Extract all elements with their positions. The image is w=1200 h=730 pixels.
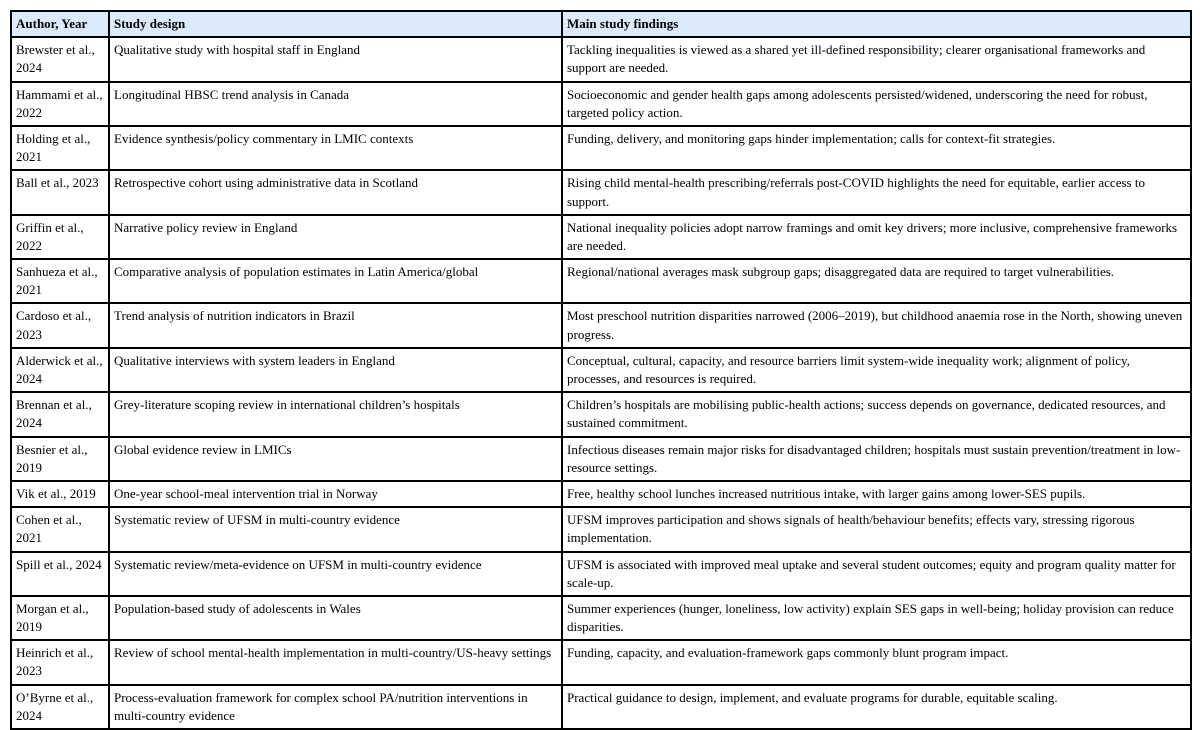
cell-main-findings: UFSM is associated with improved meal uptake and several student outcomes; equity and program quality matter for scale-up. (562, 552, 1191, 596)
table-row (11, 126, 1191, 170)
cell-main-findings: National inequality policies adopt narrow framings and omit key drivers; more inclusive, comprehensive frameworks are needed. (562, 215, 1191, 259)
table-row (11, 437, 1191, 481)
cell-main-findings: Funding, capacity, and evaluation-framework gaps commonly blunt program impact. (562, 640, 1191, 684)
cell-study-design: Systematic review of UFSM in multi-country evidence (109, 507, 562, 551)
cell-main-findings: Practical guidance to design, implement, and evaluate programs for durable, equitable scaling. (562, 685, 1191, 729)
cell-study-design: Retrospective cohort using administrative data in Scotland (109, 170, 562, 214)
table-body (11, 37, 1191, 729)
cell-study-design: Population-based study of adolescents in Wales (109, 596, 562, 640)
cell-study-design: Comparative analysis of population estimates in Latin America/global (109, 259, 562, 303)
cell-author-year: Morgan et al., 2019 (11, 596, 109, 640)
cell-author-year: Alderwick et al., 2024 (11, 348, 109, 392)
cell-study-design: Grey-literature scoping review in international children’s hospitals (109, 392, 562, 436)
cell-study-design: Trend analysis of nutrition indicators in Brazil (109, 303, 562, 347)
cell-author-year: Griffin et al., 2022 (11, 215, 109, 259)
cell-study-design: Qualitative study with hospital staff in England (109, 37, 562, 81)
table-row (11, 37, 1191, 81)
cell-author-year: O’Byrne et al., 2024 (11, 685, 109, 729)
cell-author-year: Brennan et al., 2024 (11, 392, 109, 436)
cell-study-design: Systematic review/meta-evidence on UFSM in multi-country evidence (109, 552, 562, 596)
header-row (11, 11, 1191, 37)
cell-author-year: Besnier et al., 2019 (11, 437, 109, 481)
cell-author-year: Cardoso et al., 2023 (11, 303, 109, 347)
cell-author-year: Spill et al., 2024 (11, 552, 109, 596)
table-row (11, 82, 1191, 126)
table-row (11, 507, 1191, 551)
cell-main-findings: Free, healthy school lunches increased nutritious intake, with larger gains among lower-SES pupils. (562, 481, 1191, 507)
cell-author-year: Vik et al., 2019 (11, 481, 109, 507)
cell-study-design: Global evidence review in LMICs (109, 437, 562, 481)
study-findings-table (10, 10, 1192, 730)
table-row (11, 392, 1191, 436)
table-row (11, 685, 1191, 729)
cell-study-design: Review of school mental-health implementation in multi-country/US-heavy settings (109, 640, 562, 684)
table-row (11, 303, 1191, 347)
cell-main-findings: Socioeconomic and gender health gaps among adolescents persisted/widened, underscoring the need for robust, targeted policy action. (562, 82, 1191, 126)
cell-study-design: Process-evaluation framework for complex school PA/nutrition interventions in multi-country evidence (109, 685, 562, 729)
cell-author-year: Cohen et al., 2021 (11, 507, 109, 551)
table-row (11, 259, 1191, 303)
cell-author-year: Brewster et al., 2024 (11, 37, 109, 81)
cell-main-findings: UFSM improves participation and shows signals of health/behaviour benefits; effects vary, stressing rigorous implementation. (562, 507, 1191, 551)
cell-main-findings: Tackling inequalities is viewed as a shared yet ill-defined responsibility; clearer organisational frameworks and support are needed. (562, 37, 1191, 81)
cell-main-findings: Children’s hospitals are mobilising public-health actions; success depends on governance, dedicated resources, and sustained commitment. (562, 392, 1191, 436)
header-study-design: Study design (109, 11, 562, 37)
table-header (11, 11, 1191, 37)
cell-main-findings: Funding, delivery, and monitoring gaps hinder implementation; calls for context-fit strategies. (562, 126, 1191, 170)
table-row (11, 552, 1191, 596)
cell-study-design: Longitudinal HBSC trend analysis in Canada (109, 82, 562, 126)
cell-main-findings: Rising child mental-health prescribing/referrals post-COVID highlights the need for equitable, earlier access to support. (562, 170, 1191, 214)
table-row (11, 215, 1191, 259)
cell-author-year: Sanhueza et al., 2021 (11, 259, 109, 303)
table-row (11, 596, 1191, 640)
cell-study-design: One-year school-meal intervention trial in Norway (109, 481, 562, 507)
cell-main-findings: Infectious diseases remain major risks for disadvantaged children; hospitals must sustain prevention/treatment in low-resource settings. (562, 437, 1191, 481)
header-author-year: Author, Year (11, 11, 109, 37)
cell-main-findings: Regional/national averages mask subgroup gaps; disaggregated data are required to target vulnerabilities. (562, 259, 1191, 303)
cell-main-findings: Summer experiences (hunger, loneliness, low activity) explain SES gaps in well-being; holiday provision can reduce disparities. (562, 596, 1191, 640)
table-row (11, 640, 1191, 684)
cell-author-year: Ball et al., 2023 (11, 170, 109, 214)
header-main-findings: Main study findings (562, 11, 1191, 37)
table-row (11, 481, 1191, 507)
cell-main-findings: Most preschool nutrition disparities narrowed (2006–2019), but childhood anaemia rose in the North, showing uneven progress. (562, 303, 1191, 347)
table-row (11, 170, 1191, 214)
cell-author-year: Heinrich et al., 2023 (11, 640, 109, 684)
cell-study-design: Narrative policy review in England (109, 215, 562, 259)
cell-main-findings: Conceptual, cultural, capacity, and resource barriers limit system-wide inequality work; alignment of policy, processes, and resources is required. (562, 348, 1191, 392)
cell-author-year: Holding et al., 2021 (11, 126, 109, 170)
cell-author-year: Hammami et al., 2022 (11, 82, 109, 126)
table-row (11, 348, 1191, 392)
cell-study-design: Qualitative interviews with system leaders in England (109, 348, 562, 392)
cell-study-design: Evidence synthesis/policy commentary in LMIC contexts (109, 126, 562, 170)
